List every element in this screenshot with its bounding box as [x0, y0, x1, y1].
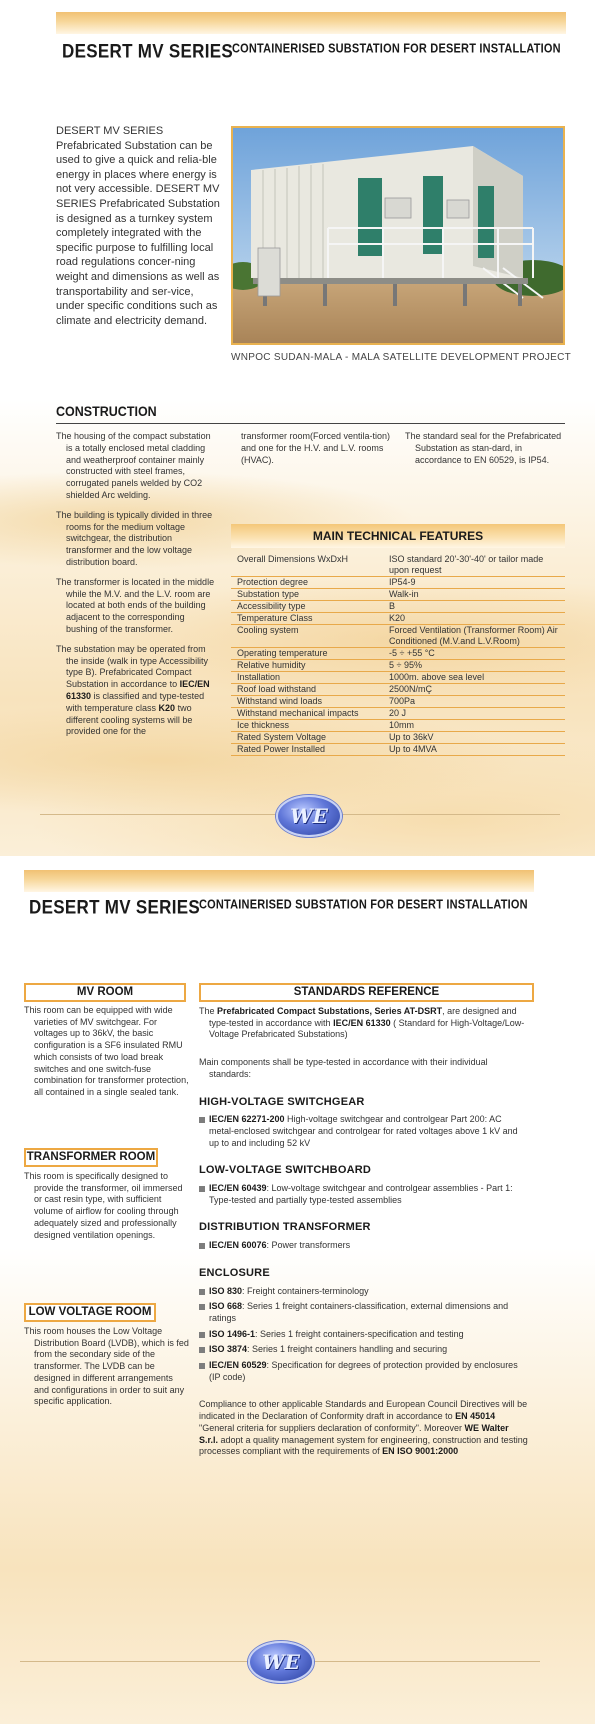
distribution-transformer-heading: DISTRIBUTION TRANSFORMER: [199, 1221, 371, 1234]
feature-value: 1000m. above sea level: [383, 672, 565, 684]
technical-features-heading: MAIN TECHNICAL FEATURES: [231, 524, 565, 548]
construction-column-2: [241, 431, 391, 474]
transformer-room-text: This room is specifically designed to provide the transformer, oil immersed or cast resin type, with sufficient volume of airflow for cooling through adequately sized and professionally designed ventilation openings.: [24, 1171, 183, 1240]
construction-paragraph: The standard seal for the Prefabricated Substation as stan-dard, in accordance to EN 60529, is IP54.: [405, 431, 562, 465]
construction-column-1: [56, 431, 216, 746]
square-bullet-icon: [199, 1289, 205, 1295]
header-banner: [56, 12, 566, 34]
construction-heading: CONSTRUCTION: [56, 404, 157, 420]
feature-label: Relative humidity: [231, 660, 383, 672]
feature-label: Rated System Voltage: [231, 732, 383, 744]
feature-label: Installation: [231, 672, 383, 684]
mv-room-heading: MV ROOM: [24, 983, 186, 1002]
standard-description: : Low-voltage switchgear and controlgear assemblies - Part 1: Type-tested and partially type-tested assemblies: [209, 1183, 513, 1205]
feature-value: 5 ÷ 95%: [383, 660, 565, 672]
intro-paragraph: DESERT MV SERIES Prefabricated Substation can be used to give a quick and relia-ble energy in places where energy is not very accessible. DESERT MV SERIES Prefabricated Substation is designed as a turnkey system completely integrated with the specific purpose to fulfilling local road regulations concer-ning weight and dimensions as well as transportability and ser-vice, under specific conditions such as climate and electricity demand.: [56, 125, 220, 327]
brochure-page-1: [0, 0, 595, 856]
construction-rule: [56, 423, 565, 424]
feature-label: Temperature Class: [231, 613, 383, 625]
standard-list-item: [199, 1360, 529, 1383]
feature-row: [231, 601, 565, 613]
construction-paragraph: The housing of the compact substation is a totally enclosed metal cladding and weatherproof container mainly constructed with steel frames, corrugated panels welded by CO2 shielded Arc welding.: [56, 431, 211, 500]
enclosure-standards-list: [199, 1286, 529, 1384]
feature-value: Up to 4MVA: [383, 744, 565, 756]
feature-row: [231, 577, 565, 589]
feature-value: Forced Ventilation (Transformer Room) Air Conditioned (M.V.and L.V.Room): [383, 625, 565, 648]
photo-caption: WNPOC SUDAN-MALA - MALA SATELLITE DEVELOPMENT PROJECT: [231, 352, 572, 363]
standard-description: : Freight containers-terminology: [242, 1285, 369, 1296]
standard-code: IEC/EN 60076: [209, 1240, 267, 1251]
feature-row: [231, 613, 565, 625]
substation-illustration: [233, 128, 563, 343]
standard-list-item: [199, 1114, 529, 1149]
feature-row: [231, 660, 565, 672]
construction-paragraph: transformer room(Forced ventila-tion) and one for the H.V. and L.V. rooms (HVAC).: [241, 431, 391, 465]
feature-value: IP54-9: [383, 577, 565, 589]
standard-description: : Power transformers: [266, 1240, 351, 1251]
lv-switchboard-heading: LOW-VOLTAGE SWITCHBOARD: [199, 1164, 372, 1177]
compliance-text: Compliance to other applicable Standards and European Council Directives will be indicated in the Declaration of Conformity draft in accordance to EN 45014 "General criteria for suppliers declaration of conformity". Moreover WE Walter S.r.l. adopt a quality management system for engineering, construction and testing processes compliant with the requirements of EN ISO 9001:2000: [199, 1399, 528, 1457]
feature-value: B: [383, 601, 565, 613]
feature-label: Accessibility type: [231, 601, 383, 613]
page-subtitle: CONTAINERISED SUBSTATION FOR DESERT INSTALLATION: [199, 898, 528, 912]
feature-label: Ice thickness: [231, 720, 383, 732]
feature-label: Rated Power Installed: [231, 744, 383, 756]
standard-list-item: [199, 1240, 529, 1252]
hv-standards-list: [199, 1114, 529, 1149]
square-bullet-icon: [199, 1186, 205, 1192]
technical-features-table: [231, 554, 565, 756]
feature-row: [231, 732, 565, 744]
standard-list-item: [199, 1301, 529, 1324]
feature-row: [231, 708, 565, 720]
standards-intro: The Prefabricated Compact Substations, Series AT-DSRT, are designed and type-tested in accordance with IEC/EN 61330 ( Standard for High-Voltage/Low-Voltage Prefabricated Substations): [199, 1006, 525, 1040]
feature-row: [231, 672, 565, 684]
feature-value: 20 J: [383, 708, 565, 720]
standard-list-item: [199, 1329, 529, 1341]
feature-label: Withstand wind loads: [231, 696, 383, 708]
feature-label: Protection degree: [231, 577, 383, 589]
feature-row: [231, 720, 565, 732]
standard-list-item: [199, 1286, 529, 1298]
square-bullet-icon: [199, 1243, 205, 1249]
feature-label: Roof load withstand: [231, 684, 383, 696]
page-title: DESERT MV SERIES: [29, 896, 201, 918]
company-logo: WE: [248, 1641, 314, 1683]
substation-photo: [231, 126, 565, 345]
feature-value: 700Pa: [383, 696, 565, 708]
square-bullet-icon: [199, 1304, 205, 1310]
square-bullet-icon: [199, 1363, 205, 1369]
standard-description: : Series 1 freight containers-classification, external dimensions and ratings: [209, 1301, 509, 1323]
brochure-page-2: [0, 868, 595, 1724]
standard-code: ISO 1496-1: [209, 1328, 256, 1339]
feature-label: Withstand mechanical impacts: [231, 708, 383, 720]
feature-row: [231, 625, 565, 648]
feature-value: 2500N/mÇ: [383, 684, 565, 696]
mv-room-text: This room can be equipped with wide varieties of MV switchgear. For voltages up to 36kV, the basic configuration is a SF6 insulated RMU which consists of two load break switches and one switch-fuse combination for transformer protection, all contained in a single sealed tank.: [24, 1005, 189, 1097]
transformer-standards-list: [199, 1240, 529, 1252]
standards-body: [199, 1006, 529, 1458]
feature-value: ISO standard 20'-30'-40' or tailor made upon request: [383, 554, 565, 577]
construction-paragraph: The transformer is located in the middle while the M.V. and the L.V. room are located at both ends of the building adjacent to the corresponding bushing of the transformer.: [56, 576, 215, 634]
standard-code: IEC/EN 62271-200: [209, 1114, 285, 1125]
standard-code: ISO 830: [209, 1285, 243, 1296]
feature-value: Walk-in: [383, 589, 565, 601]
standard-description: : Specification for degrees of protection provided by enclosures (IP code): [209, 1360, 518, 1382]
square-bullet-icon: [199, 1117, 205, 1123]
standard-description: : Series 1 freight containers-specification and testing: [255, 1328, 464, 1339]
construction-paragraph: The substation may be operated from the inside (walk in type Accessibility type B). Prefabricated Compact Substation in accordance to IEC/EN 61330 is classified and type-tested with temperature class K20 two different cooling systems will be provided one for the: [56, 643, 210, 737]
company-logo: WE: [276, 795, 342, 837]
standard-description: High-voltage switchgear and controlgear Part 200: AC metal-enclosed switchgear and controlgear for rated voltages above 1 kV and up to and including 52 kV: [209, 1114, 518, 1148]
low-voltage-room-text: This room houses the Low Voltage Distribution Board (LVDB), which is fed from the secondary side of the transformer. The LVDB can be designed in different arrangements and configurations in order to suit any specific application.: [24, 1326, 189, 1407]
technical-features-panel: [231, 524, 565, 756]
standard-code: IEC/EN 60529: [209, 1360, 267, 1371]
feature-value: -5 ÷ +55 °C: [383, 648, 565, 660]
feature-row: [231, 589, 565, 601]
feature-value: Up to 36kV: [383, 732, 565, 744]
feature-row: [231, 684, 565, 696]
square-bullet-icon: [199, 1347, 205, 1353]
feature-label: Operating temperature: [231, 648, 383, 660]
standard-code: IEC/EN 60439: [209, 1183, 267, 1194]
square-bullet-icon: [199, 1332, 205, 1338]
standard-description: : Series 1 freight containers handling and securing: [247, 1344, 448, 1355]
feature-label: Cooling system: [231, 625, 383, 648]
standard-code: ISO 3874: [209, 1344, 248, 1355]
page-title: DESERT MV SERIES: [62, 40, 234, 62]
construction-column-3: [405, 431, 565, 474]
feature-row: [231, 744, 565, 756]
feature-label: Overall Dimensions WxDxH: [231, 554, 383, 577]
lv-standards-list: [199, 1183, 529, 1206]
feature-value: 10mm: [383, 720, 565, 732]
feature-label: Substation type: [231, 589, 383, 601]
standard-code: ISO 668: [209, 1301, 243, 1312]
enclosure-heading: ENCLOSURE: [199, 1266, 270, 1279]
hv-switchgear-heading: HIGH-VOLTAGE SWITCHGEAR: [199, 1095, 365, 1108]
transformer-room-heading: TRANSFORMER ROOM: [24, 1148, 158, 1167]
header-banner: [24, 870, 534, 892]
feature-row: [231, 554, 565, 577]
standard-list-item: [199, 1183, 529, 1206]
standard-list-item: [199, 1344, 529, 1356]
low-voltage-room-heading: LOW VOLTAGE ROOM: [24, 1303, 156, 1322]
page-subtitle: CONTAINERISED SUBSTATION FOR DESERT INSTALLATION: [232, 42, 561, 56]
feature-value: K20: [383, 613, 565, 625]
main-components-text: Main components shall be type-tested in accordance with their individual standards:: [199, 1057, 488, 1079]
feature-row: [231, 696, 565, 708]
standards-heading: STANDARDS REFERENCE: [199, 983, 534, 1002]
construction-paragraph: The building is typically divided in three rooms for the medium voltage switchgear, the distribution transformer and the low voltage distribution board.: [56, 509, 213, 567]
feature-row: [231, 648, 565, 660]
